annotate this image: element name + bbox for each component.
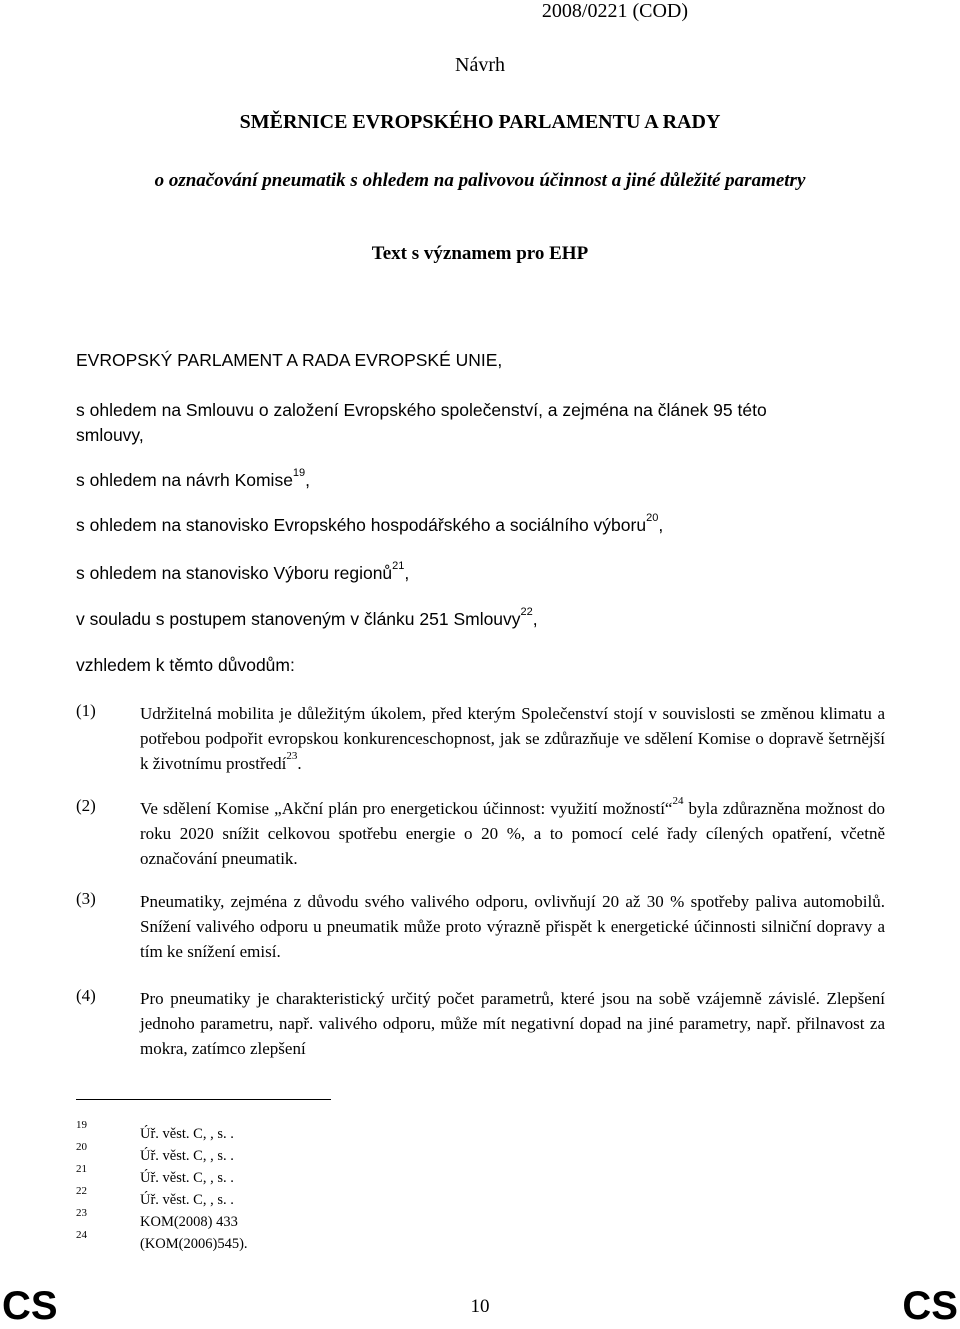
document-title: SMĚRNICE EVROPSKÉHO PARLAMENTU A RADY [239, 111, 721, 133]
document-reference: 2008/0221 (COD) [541, 0, 688, 22]
footnote-number: 22 [76, 1185, 87, 1197]
footnote-number: 24 [76, 1229, 87, 1241]
footnote-number: 23 [76, 1207, 87, 1219]
citation-tail: , [305, 470, 311, 490]
citation-line: smlouvy, [76, 425, 144, 445]
citation-text: v souladu s postupem stanoveným v článku 251 Smlouvy [76, 609, 521, 629]
citation-line [76, 560, 410, 584]
recital-text: Pneumatiky, zejména z důvodu svého valivého odporu, ovlivňují 20 až 30 % spotřeby paliva automobilů. Snížení valivého odporu u pneumatik může proto výrazně přispět k energetické účinnosti silniční dopravy a tím ke snížení emisí. [140, 892, 885, 961]
eea-relevance: Text s významem pro EHP [371, 243, 589, 264]
recital-text: Udržitelná mobilita je důležitým úkolem, před kterým Společenství stojí v souvislosti se změnou klimatu a potřebou podpořit evropskou konkurenceschopnost, jak se zdůrazňuje ve sdělení Komise o dopravě šetrnější k životnímu prostředí$^{23}$. [140, 704, 885, 773]
footnote-text: Úř. věst. C, , s. . [140, 1192, 234, 1208]
footnote-number: 21 [76, 1163, 87, 1175]
footnote-ref[interactable]: 23 [286, 750, 298, 763]
citation-text: s ohledem na stanovisko Evropského hospodářského a sociálního výboru [76, 515, 647, 535]
footnote-separator [76, 1099, 331, 1100]
preamble-intro: EVROPSKÝ PARLAMENT A RADA EVROPSKÉ UNIE, [76, 350, 503, 370]
citation-line [76, 606, 538, 630]
footnote-text: Úř. věst. C, , s. . [140, 1148, 234, 1164]
footnote-ref[interactable]: 21 [392, 560, 405, 573]
language-code-left: CS [2, 1284, 58, 1328]
page-number: 10 [470, 1296, 490, 1317]
citation-tail: , [404, 563, 410, 583]
footnote-number: 20 [76, 1141, 87, 1153]
footnote-text: Úř. věst. C, , s. . [140, 1170, 234, 1186]
citation-line [76, 512, 664, 536]
citation-text: s ohledem na stanovisko Výboru regionů [76, 563, 393, 583]
recital-text: Ve sdělení Komise „Akční plán pro energetickou účinnost: využití možností“$^{24}$ byla zdůrazněna možnost do roku 2020 snížit celkovou spotřebu energie o 20 %, a to pomocí celé řady cílených opatření, včetně označování pneumatik. [140, 795, 886, 868]
citation-line [76, 467, 311, 491]
citation-line: s ohledem na Smlouvu o založení Evropského společenství, a zejména na článek 95 této [76, 400, 767, 420]
whereas-clause: vzhledem k těmto důvodům: [76, 655, 295, 675]
footnote-text: Úř. věst. C, , s. . [140, 1126, 234, 1142]
recital-text: Pro pneumatiky je charakteristický určitý počet parametrů, které jsou na sobě vzájemně závislé. Zlepšení jednoho parametru, např. valivého odporu, může mít negativní dopad na jiné parametry, např. přilnavost za mokra, zatímco zlepšení [140, 989, 885, 1058]
recital-number: (1) [76, 701, 96, 720]
draft-label: Návrh [455, 54, 505, 76]
recital-number: (4) [76, 986, 96, 1005]
recital-number: (2) [76, 796, 96, 815]
footnote-text: KOM(2008) 433 [140, 1214, 238, 1230]
footnote-ref[interactable]: 22 [520, 606, 533, 619]
citation-tail: , [658, 515, 664, 535]
footnote-ref[interactable]: 20 [646, 512, 659, 525]
footnote-text: (KOM(2006)545). [140, 1236, 248, 1252]
footnote-number: 19 [76, 1119, 87, 1131]
document-subtitle: o označování pneumatik s ohledem na palivovou účinnost a jiné důležité parametry [154, 170, 806, 191]
footnote-ref[interactable]: 19 [292, 467, 306, 480]
citation-text: s ohledem na návrh Komise [76, 470, 293, 490]
recital-number: (3) [76, 889, 96, 908]
citation-tail: , [532, 609, 538, 629]
language-code-right: CS [902, 1284, 958, 1328]
footnote-ref[interactable]: 24 [672, 795, 684, 808]
